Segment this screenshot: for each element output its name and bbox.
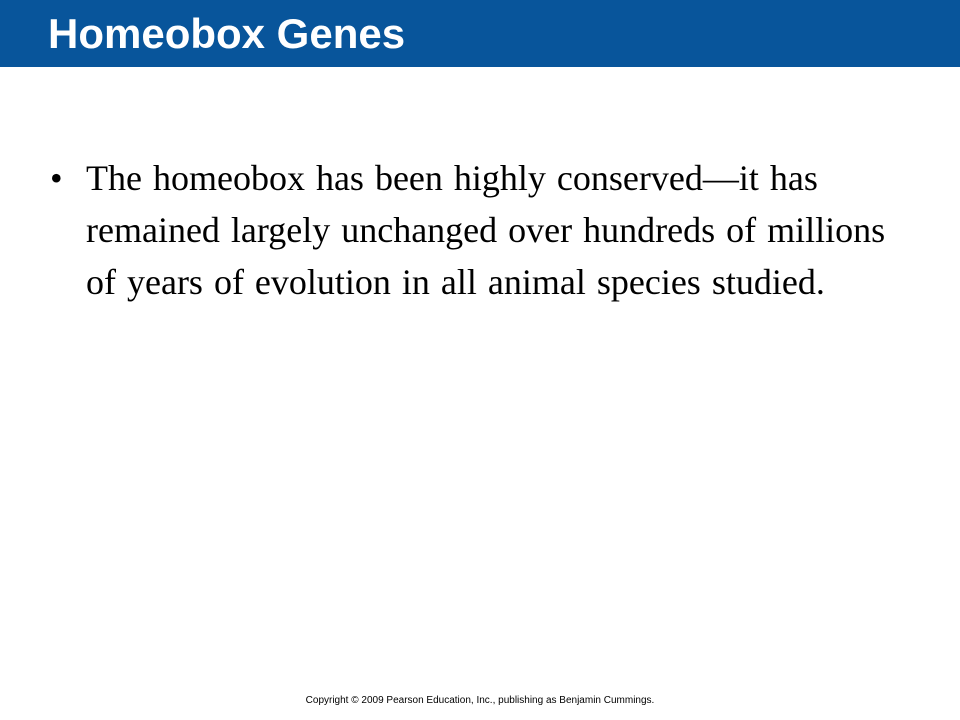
bullet-list bbox=[50, 152, 910, 308]
copyright-notice: Copyright © 2009 Pearson Education, Inc., publishing as Benjamin Cummings. bbox=[305, 695, 655, 706]
bullet-item bbox=[50, 152, 910, 308]
bullet-text: The homeobox has been highly conserved—it has remained largely unchanged over hundreds of millions of years of evolution in all animal species studied. bbox=[86, 158, 886, 302]
bullet-marker: • bbox=[50, 158, 63, 198]
slide-title: Homeobox Genes bbox=[48, 10, 406, 57]
title-bar bbox=[0, 0, 960, 67]
